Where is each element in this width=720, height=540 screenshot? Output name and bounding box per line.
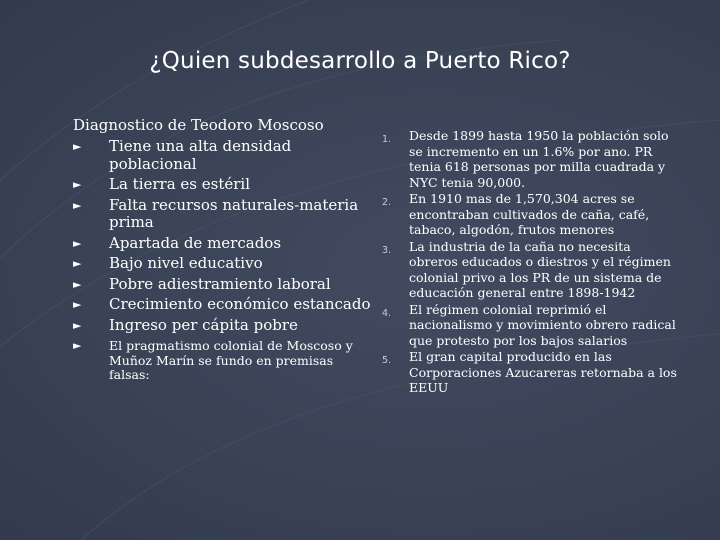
list-item-text: El pragmatismo colonial de Moscoso y Muñoz Marín se fundo en premisas falsas: <box>109 338 353 382</box>
list-item <box>73 197 373 232</box>
list-item <box>73 138 373 173</box>
item-number: 5. <box>382 355 392 366</box>
list-item-text: Tiene una alta densidad poblacional <box>109 137 292 173</box>
list-item <box>73 176 373 194</box>
arrow-right-icon: ► <box>73 198 82 212</box>
arrow-right-icon: ► <box>73 236 82 250</box>
list-item-text: Apartada de mercados <box>109 233 282 252</box>
list-item <box>382 302 682 349</box>
list-item <box>73 255 373 273</box>
item-number: 2. <box>382 197 392 208</box>
list-item-text: Crecimiento económico estancado <box>109 295 371 313</box>
list-item-text: Ingreso per cápita pobre <box>109 315 298 334</box>
list-item-text: La industria de la caña no necesita obreros educados o diestros y el régimen colonial privo a los PR de un sistema de educación general entre 1898-1942 <box>409 238 671 300</box>
list-item <box>73 296 373 314</box>
list-item <box>73 276 373 294</box>
list-item-text: El régimen colonial reprimió el nacionalismo y movimiento obrero radical que protesto por los bajos salarios <box>409 301 676 348</box>
list-item <box>382 239 682 301</box>
list-item-text: Bajo nivel educativo <box>109 254 263 272</box>
item-number: 3. <box>382 244 392 256</box>
list-item <box>73 317 373 335</box>
list-item <box>73 235 373 253</box>
list-item-text: El gran capital producido en las Corporaciones Azucareras retornaba a los EEUU <box>409 349 677 395</box>
arrow-right-icon: ► <box>73 339 82 352</box>
diagnosis-heading: Diagnostico de Teodoro Moscoso <box>73 116 324 134</box>
list-item <box>73 339 373 383</box>
diagnosis-column <box>73 116 373 383</box>
list-item <box>382 349 682 396</box>
arrow-right-icon: ► <box>73 298 82 311</box>
list-item-text: Desde 1899 hasta 1950 la población solo se incremento en un 1.6% por ano. PR tenia 618 personas por milla cuadrada y NYC tenia 90,000. <box>409 128 669 190</box>
list-item-text: Pobre adiestramiento laboral <box>109 274 331 293</box>
list-item-text: En 1910 mas de 1,570,304 acres se encontraban cultivados de caña, café, tabaco, algodón, frutos menores <box>409 191 650 237</box>
list-item-text: La tierra es estéril <box>109 175 251 193</box>
facts-list <box>382 128 682 396</box>
arrow-right-icon: ► <box>73 257 82 270</box>
list-item-text: Falta recursos naturales-materia prima <box>109 195 359 231</box>
arrow-right-icon: ► <box>73 140 82 153</box>
list-item <box>382 128 682 190</box>
diagnosis-list <box>73 138 373 383</box>
arrow-right-icon: ► <box>73 178 82 191</box>
slide-title: ¿Quien subdesarrollo a Puerto Rico? <box>149 48 571 74</box>
arrow-right-icon: ► <box>73 277 82 291</box>
arrow-right-icon: ► <box>73 318 82 332</box>
item-number: 4. <box>382 307 392 319</box>
item-number: 1. <box>382 134 392 145</box>
facts-column <box>382 128 682 397</box>
list-item <box>382 191 682 238</box>
